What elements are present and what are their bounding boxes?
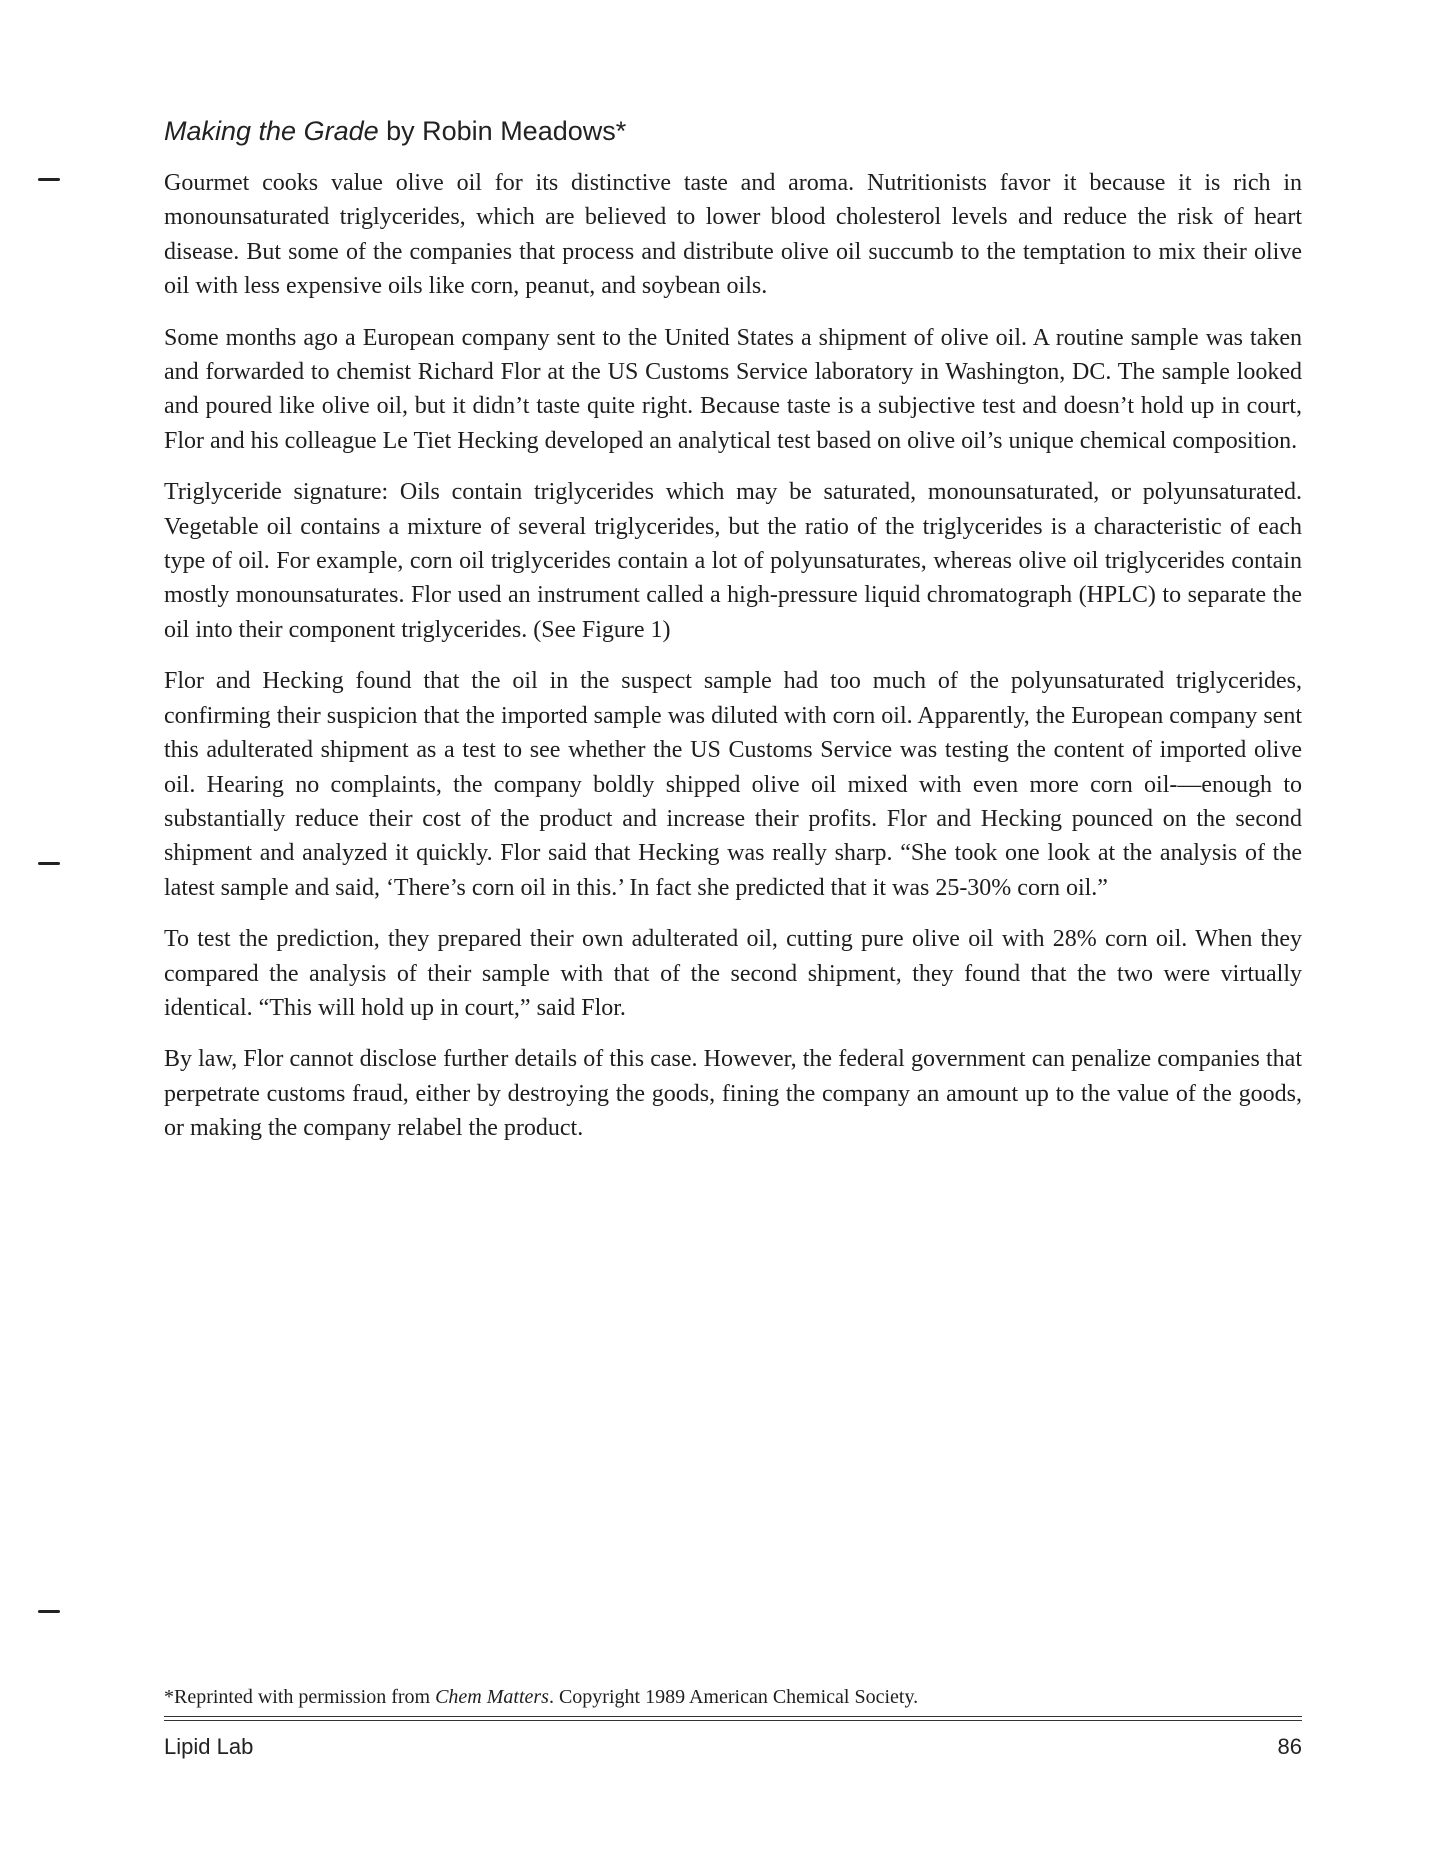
paragraph: To test the prediction, they prepared their own adulterated oil, cutting pure olive oil with 28% corn oil. When they compared the analysis of their sample with that of the second shipment, they found that the two were virtually identical. “This will hold up in court,” said Flor. <box>164 926 1302 1021</box>
paragraph: By law, Flor cannot disclose further details of this case. However, the federal government can penalize companies that perpetrate customs fraud, either by destroying the goods, fining the company an amount up to the value of the goods, or making the company relabel the product. <box>164 1046 1302 1142</box>
paragraph: Flor and Hecking found that the oil in the suspect sample had too much of the polyunsaturated triglycerides, confirming their suspicion that the imported sample was diluted with corn oil. Apparently, the European company sent this adulterated shipment as a test to see whether the US Customs Service was testing the content of imported olive oil. Hearing no complaints, the company boldly shipped olive oil mixed with even more corn oil-—enough to substantially reduce their cost of the product and increase their profits. Flor and Hecking pounced on the second shipment and analyzed it quickly. Flor said that Hecking was really sharp. “She took one look at the analysis of the latest sample and said, ‘There’s corn oil in this.’ In fact she predicted that it was 25-30% corn oil.” <box>164 668 1302 901</box>
paragraph: Some months ago a European company sent to the United States a shipment of olive oil. A routine sample was taken and forwarded to chemist Richard Flor at the US Customs Service laboratory in Washington, DC. The sample looked and poured like olive oil, but it didn’t taste quite right. Because taste is a subjective test and doesn’t hold up in court, Flor and his colleague Le Tiet Hecking developed an analytical test based on olive oil’s unique chemical composition. <box>164 324 1302 454</box>
paragraph: Triglyceride signature: Oils contain triglycerides which may be saturated, monounsaturated, or polyunsaturated. Vegetable oil contains a mixture of several triglycerides, but the ratio of the triglycerides is a characteristic of each type of oil. For example, corn oil triglycerides contain a lot of polyunsaturates, whereas olive oil triglycerides contain mostly monounsaturates. Flor used an instrument called a high-pressure liquid chromatograph (HPLC) to separate the oil into their component triglycerides. (See Figure 1) <box>164 479 1302 643</box>
footer-divider-secondary <box>164 1720 1302 1721</box>
paragraph: Gourmet cooks value olive oil for its distinctive taste and aroma. Nutritionists favor it because it is rich in monounsaturated triglycerides, which are believed to lower blood cholesterol levels and reduce the risk of heart disease. But some of the companies that process and distribute olive oil succumb to the temptation to mix their olive oil with less expensive oils like corn, peanut, and soybean oils. <box>164 170 1302 300</box>
article-title-italic: Making the Grade <box>164 116 379 146</box>
article-title-author: by Robin Meadows* <box>378 116 627 146</box>
footnote-source: Chem Matters <box>435 1686 549 1708</box>
footnote <box>164 1686 918 1709</box>
binder-hole-mark-bottom <box>38 1610 60 1613</box>
binder-hole-mark-middle <box>38 862 60 865</box>
binder-hole-mark-top <box>38 178 60 181</box>
article-title <box>164 116 626 147</box>
article-body <box>164 166 1302 1163</box>
page-number: 86 <box>1277 1734 1302 1759</box>
footnote-prefix: *Reprinted with permission from <box>164 1686 436 1708</box>
footnote-suffix: . Copyright 1989 American Chemical Society. <box>548 1686 919 1708</box>
footer-section-name: Lipid Lab <box>164 1734 254 1759</box>
footer-divider <box>164 1716 1302 1717</box>
